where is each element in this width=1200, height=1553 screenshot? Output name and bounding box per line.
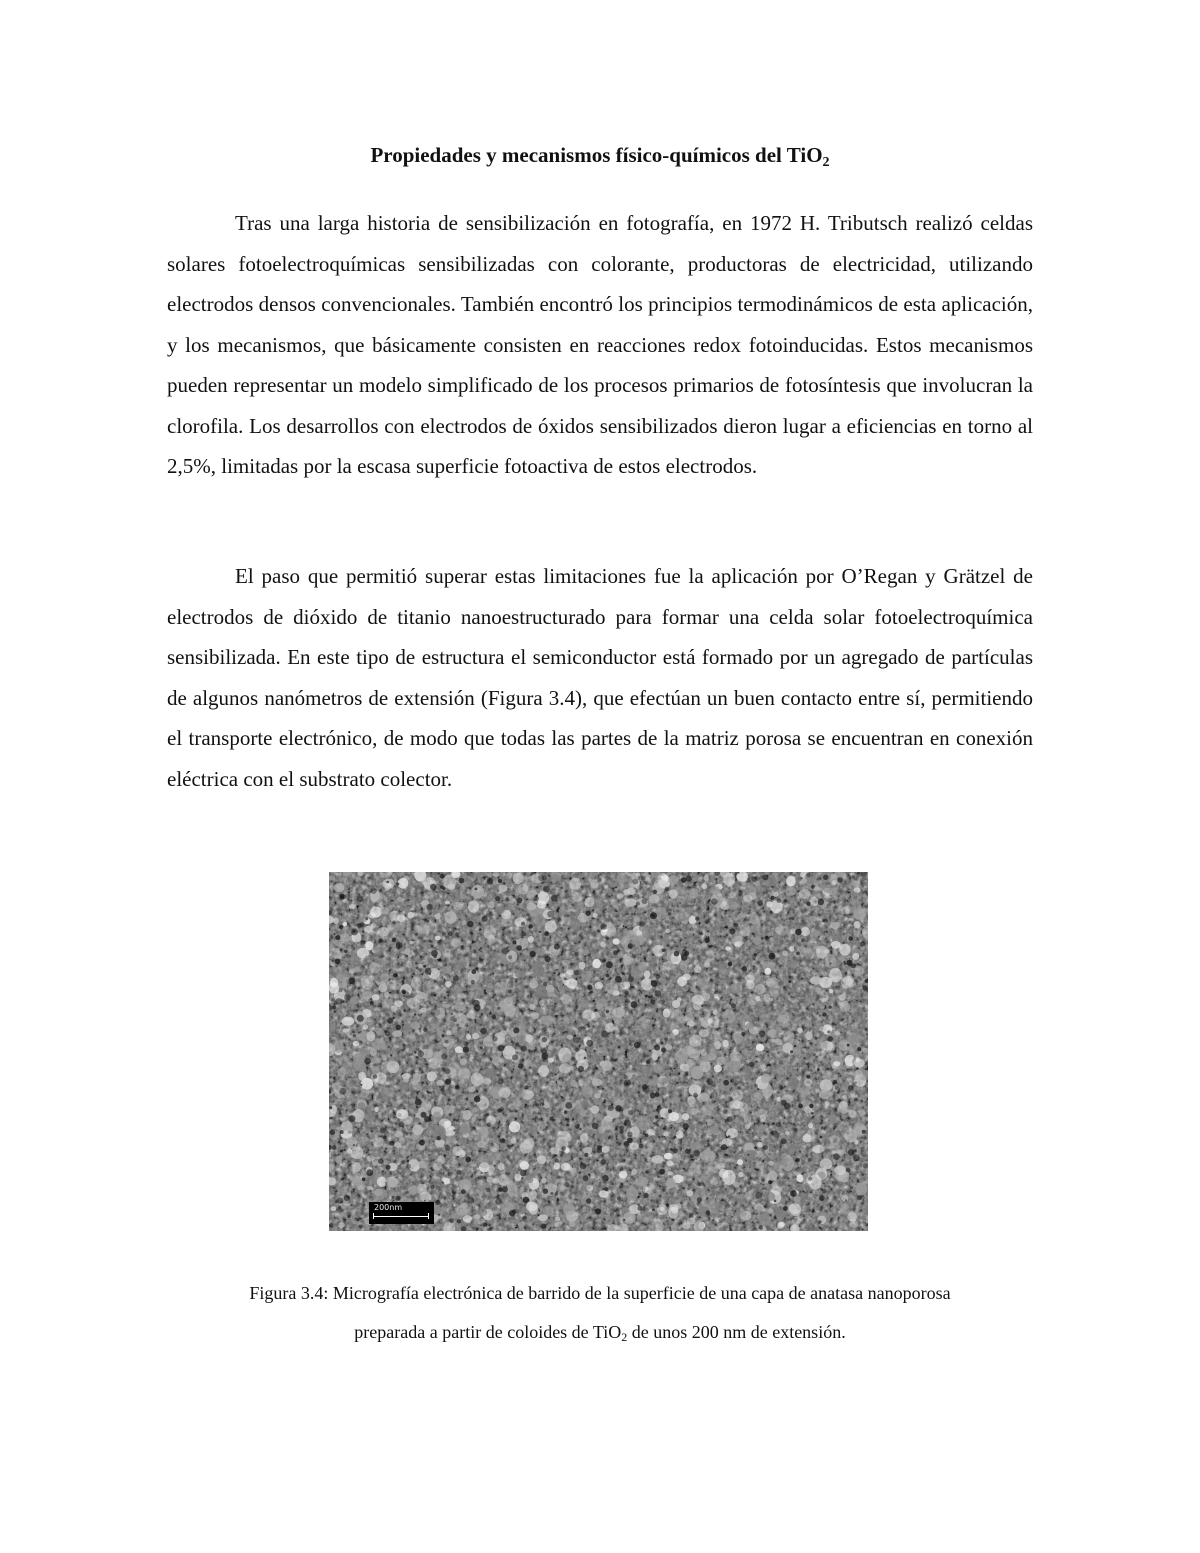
paragraph-1: Tras una larga historia de sensibilización en fotografía, en 1972 H. Tributsch realizó celdas solares fotoelectroquímicas sensibilizadas con colorante, productoras de electricidad, utilizando electrodos densos convencionales. También encontró los principios termodinámicos de esta aplicación, y los mecanismos, que básicamente consisten en reacciones redox fotoinducidas. Estos mecanismos pueden representar un modelo simplificado de los procesos primarios de fotosíntesis que involucran la clorofila. Los desarrollos con electrodos de óxidos sensibilizados dieron lugar a eficiencias en torno al 2,5%, limitadas por la escasa superficie fotoactiva de estos electrodos. — [167, 211, 1033, 478]
paragraph-2: El paso que permitió superar estas limitaciones fue la aplicación por O’Regan y Grätzel de electrodos de dióxido de titanio nanoestructurado para formar una celda solar fotoelectroquímica sensibilizada. En este tipo de estructura el semiconductor está formado por un agregado de partículas de algunos nanómetros de extensión (Figura 3.4), que efectúan un buen contacto entre sí, permitiendo el transporte electrónico, de modo que todas las partes de la matriz porosa se encuentran en conexión eléctrica con el substrato colector. — [167, 564, 1033, 791]
page-title — [0, 140, 1200, 170]
caption-line-2-end: de unos 200 nm de extensión. — [627, 1322, 846, 1342]
caption-line-2 — [0, 1313, 1200, 1352]
scale-bar — [369, 1202, 434, 1224]
figure-caption — [0, 1274, 1200, 1352]
caption-line-1: Figura 3.4: Micrografía electrónica de barrido de la superficie de una capa de anatasa nanoporosa — [249, 1283, 951, 1303]
sem-micrograph — [329, 872, 868, 1231]
scale-bar-label: 200nm — [374, 1203, 403, 1212]
caption-subscript: 2 — [621, 1330, 628, 1344]
caption-line-2-text: preparada a partir de coloides de TiO — [354, 1322, 622, 1342]
scale-bar-line — [373, 1216, 429, 1217]
sem-texture — [329, 872, 868, 1231]
title-text: Propiedades y mecanismos físico-químicos del TiO — [370, 143, 823, 167]
title-subscript: 2 — [822, 155, 830, 170]
